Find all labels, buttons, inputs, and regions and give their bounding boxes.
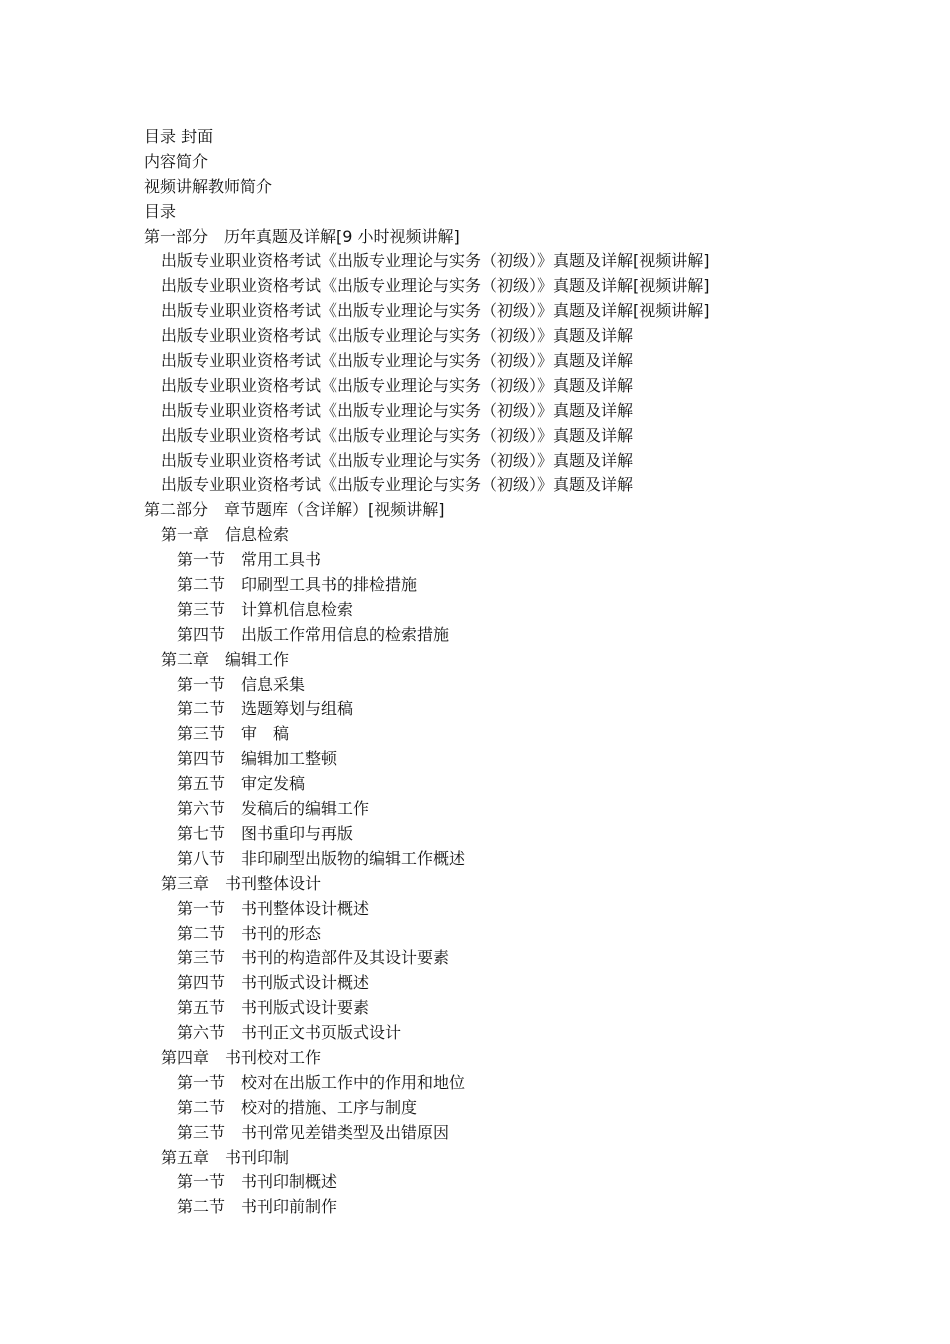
toc-chapter-entry[interactable]: 出版专业职业资格考试《出版专业理论与实务（初级）》真题及详解 — [161, 475, 634, 495]
toc-chapter-entry[interactable]: 出版专业职业资格考试《出版专业理论与实务（初级）》真题及详解 — [161, 375, 634, 395]
toc-section-entry[interactable]: 第一节 书刊整体设计概述 — [177, 898, 370, 918]
toc-section-entry[interactable]: 第三节 计算机信息检索 — [177, 599, 354, 619]
toc-chapter-entry[interactable]: 出版专业职业资格考试《出版专业理论与实务（初级）》真题及详解 — [161, 425, 634, 445]
toc-section-entry[interactable]: 第四节 出版工作常用信息的检索措施 — [177, 624, 450, 644]
toc-chapter-entry[interactable]: 出版专业职业资格考试《出版专业理论与实务（初级）》真题及详解 — [161, 400, 634, 420]
toc-section-entry[interactable]: 第三节 书刊常见差错类型及出错原因 — [177, 1122, 450, 1142]
toc-part-entry[interactable]: 第一部分 历年真题及详解[9 小时视频讲解] — [144, 226, 460, 246]
toc-chapter-entry[interactable]: 出版专业职业资格考试《出版专业理论与实务（初级）》真题及详解[视频讲解] — [161, 276, 710, 296]
toc-section-entry[interactable]: 第五节 审定发稿 — [177, 774, 306, 794]
toc-section-entry[interactable]: 第四节 书刊版式设计概述 — [177, 973, 370, 993]
toc-part-entry[interactable]: 第二部分 章节题库（含详解）[视频讲解] — [144, 500, 445, 520]
toc-section-entry[interactable]: 第七节 图书重印与再版 — [177, 823, 354, 843]
toc-section-entry[interactable]: 第一节 信息采集 — [177, 674, 306, 694]
toc-part-entry[interactable]: 视频讲解教师简介 — [144, 176, 273, 196]
toc-section-entry[interactable]: 第二节 校对的措施、工序与制度 — [177, 1097, 418, 1117]
toc-chapter-entry[interactable]: 第三章 书刊整体设计 — [161, 873, 322, 893]
table-of-contents — [144, 125, 924, 1220]
toc-chapter-entry[interactable]: 第一章 信息检索 — [161, 525, 290, 545]
toc-section-entry[interactable]: 第二节 书刊的形态 — [177, 923, 322, 943]
toc-chapter-entry[interactable]: 出版专业职业资格考试《出版专业理论与实务（初级）》真题及详解[视频讲解] — [161, 301, 710, 321]
toc-chapter-entry[interactable]: 第四章 书刊校对工作 — [161, 1047, 322, 1067]
toc-section-entry[interactable]: 第三节 审 稿 — [177, 724, 290, 744]
toc-chapter-entry[interactable]: 出版专业职业资格考试《出版专业理论与实务（初级）》真题及详解 — [161, 326, 634, 346]
toc-part-entry[interactable]: 目录 封面 — [144, 127, 214, 146]
toc-section-entry[interactable]: 第一节 书刊印制概述 — [177, 1172, 338, 1192]
toc-section-entry[interactable]: 第一节 校对在出版工作中的作用和地位 — [177, 1072, 466, 1092]
toc-section-entry[interactable]: 第二节 书刊印前制作 — [177, 1197, 338, 1217]
toc-part-entry[interactable]: 目录 — [144, 201, 177, 221]
toc-section-entry[interactable]: 第六节 书刊正文书页版式设计 — [177, 1023, 402, 1043]
toc-section-entry[interactable]: 第三节 书刊的构造部件及其设计要素 — [177, 948, 450, 968]
toc-section-entry[interactable]: 第五节 书刊版式设计要素 — [177, 998, 370, 1018]
toc-chapter-entry[interactable]: 出版专业职业资格考试《出版专业理论与实务（初级）》真题及详解[视频讲解] — [161, 251, 710, 271]
toc-part-entry[interactable]: 内容简介 — [144, 151, 209, 171]
toc-section-entry[interactable]: 第一节 常用工具书 — [177, 550, 322, 570]
toc-section-entry[interactable]: 第二节 选题筹划与组稿 — [177, 699, 354, 719]
toc-chapter-entry[interactable]: 出版专业职业资格考试《出版专业理论与实务（初级）》真题及详解 — [161, 351, 634, 371]
toc-section-entry[interactable]: 第八节 非印刷型出版物的编辑工作概述 — [177, 848, 466, 868]
toc-section-entry[interactable]: 第六节 发稿后的编辑工作 — [177, 799, 370, 819]
toc-section-entry[interactable]: 第二节 印刷型工具书的排检措施 — [177, 575, 418, 595]
toc-section-entry[interactable]: 第四节 编辑加工整顿 — [177, 749, 338, 769]
toc-chapter-entry[interactable]: 第二章 编辑工作 — [161, 649, 290, 669]
toc-chapter-entry[interactable]: 出版专业职业资格考试《出版专业理论与实务（初级）》真题及详解 — [161, 450, 634, 470]
toc-chapter-entry[interactable]: 第五章 书刊印制 — [161, 1147, 290, 1167]
